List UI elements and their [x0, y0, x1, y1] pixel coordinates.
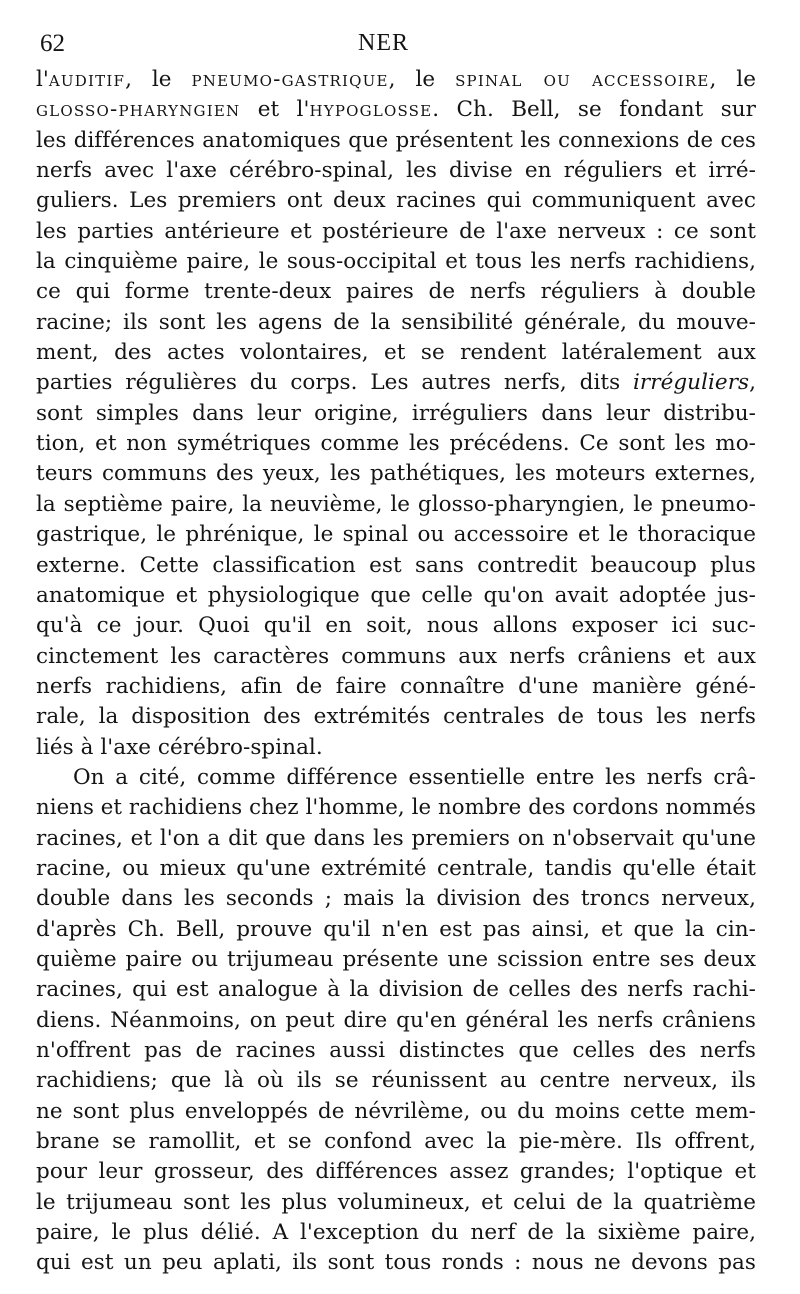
text-run: cinctement les caractères communs aux nerfs crâniens et aux [36, 643, 756, 669]
text-run: double dans les seconds ; mais la division des troncs nerveux, [36, 886, 756, 912]
text-run: racine; ils sont les agens de la sensibilité générale, du mouve- [36, 309, 756, 335]
text-run: rachidiens; que là où ils se réunissent au centre nerveux, ils [36, 1068, 756, 1094]
smallcaps-run: spinal ou accessoire [455, 67, 710, 92]
text-run: paire, le plus délié. A l'exception du nerf de la sixième paire, [36, 1220, 756, 1246]
text-run: , [749, 370, 756, 396]
running-head [0, 30, 800, 64]
text-run: racine, ou mieux qu'une extrémité centrale, tandis qu'elle était [36, 855, 756, 881]
text-line [36, 459, 756, 489]
text-run: gastrique, le phrénique, le spinal ou accessoire et le thoracique [36, 522, 756, 548]
text-line [36, 733, 756, 763]
text-run: la septième paire, la neuvième, le glosso-pharyngien, le pneumo- [36, 491, 756, 517]
text-line [36, 1066, 756, 1096]
smallcaps-run: auditif [48, 67, 126, 92]
text-run: les parties antérieure et postérieure de l'axe nerveux : ce sont [36, 218, 756, 244]
text-run: les différences anatomiques que présentent les connexions de ces [36, 127, 756, 153]
smallcaps-run: hypoglosse [309, 97, 433, 123]
text-line [36, 247, 756, 277]
text-line [36, 1127, 756, 1157]
body-text [36, 65, 756, 1279]
text-run: , le [388, 67, 456, 92]
text-run: guliers. Les premiers ont deux racines qui communiquent avec [36, 188, 756, 214]
text-line [36, 884, 756, 914]
text-run: ment, des actes volontaires, et se rendent latéralement aux [36, 340, 756, 366]
text-run: liés à l'axe cérébro-spinal. [36, 734, 323, 760]
text-line [36, 65, 756, 95]
text-run: , le [709, 67, 756, 92]
text-run: ne sont plus enveloppés de névrilème, ou du moins cette mem- [36, 1098, 756, 1124]
italic-run: irréguliers [633, 370, 750, 396]
text-line [36, 368, 756, 398]
text-run: ce qui forme trente-deux paires de nerfs réguliers à double [36, 279, 756, 305]
text-run: et l' [240, 97, 310, 123]
text-line [36, 126, 756, 156]
text-run: d'après Ch. Bell, prouve qu'il n'en est pas ainsi, et que la cin- [36, 916, 756, 942]
text-line [36, 1006, 756, 1036]
text-run: qu'à ce jour. Quoi qu'il en soit, nous allons exposer ici suc- [36, 613, 756, 639]
text-line [36, 217, 756, 247]
text-line [36, 642, 756, 672]
text-line [36, 1097, 756, 1127]
text-line [36, 854, 756, 884]
text-run: On a cité, comme différence essentielle entre les nerfs crâ- [73, 764, 756, 790]
text-run: brane se ramollit, et se confond avec la pie-mère. Ils offrent, [36, 1129, 756, 1155]
text-run: nerfs rachidiens, afin de faire connaître d'une manière géné- [36, 673, 756, 699]
text-run: diens. Néanmoins, on peut dire qu'en général les nerfs crâniens [36, 1007, 756, 1033]
text-line [36, 915, 756, 945]
text-line [36, 702, 756, 732]
text-line [36, 186, 756, 216]
text-run: le trijumeau sont les plus volumineux, et celui de la quatrième [36, 1189, 756, 1215]
text-run: . Ch. Bell, se fondant sur [432, 97, 756, 123]
text-run: niens et rachidiens chez l'homme, le nombre des cordons nommés [36, 795, 756, 821]
text-run: anatomique et physiologique que celle qu'on avait adoptée jus- [36, 582, 756, 608]
text-line [36, 277, 756, 307]
text-run: n'offrent pas de racines aussi distinctes que celles des nerfs [36, 1038, 756, 1063]
text-run: pour leur grosseur, des différences assez grandes; l'optique et [36, 1159, 756, 1185]
text-line [36, 1248, 756, 1278]
text-run: teurs communs des yeux, les pathétiques, les moteurs externes, [36, 461, 756, 487]
text-line [36, 429, 756, 459]
text-line [36, 399, 756, 429]
text-line [36, 611, 756, 641]
text-line [36, 95, 756, 125]
text-run: parties régulières du corps. Les autres nerfs, dits [36, 370, 633, 396]
smallcaps-run: pneumo-gastrique [191, 67, 389, 92]
text-line [36, 581, 756, 611]
text-run: quième paire ou trijumeau présente une scission entre ses deux [36, 946, 756, 972]
text-run: externe. Cette classification est sans contredit beaucoup plus [36, 552, 756, 578]
text-line [36, 520, 756, 550]
text-run: la cinquième paire, le sous-occipital et tous les nerfs rachidiens, [36, 249, 756, 275]
running-title: NER [358, 30, 409, 56]
text-line [36, 338, 756, 368]
text-run: qui est un peu aplati, ils sont tous ronds : nous ne devons pas [36, 1250, 756, 1276]
text-run: racines, qui est analogue à la division de celles des nerfs rachi- [36, 977, 756, 1003]
text-line [36, 1036, 756, 1066]
text-line [36, 672, 756, 702]
text-line [36, 1218, 756, 1248]
text-line [36, 490, 756, 520]
text-line [36, 1157, 756, 1187]
text-run: sont simples dans leur origine, irréguliers dans leur distribu- [36, 400, 756, 426]
text-line [36, 1188, 756, 1218]
text-run: , le [125, 67, 192, 92]
text-line [36, 156, 756, 186]
page-number: 62 [40, 30, 65, 57]
text-run: nerfs avec l'axe cérébro-spinal, les divise en réguliers et irré- [36, 158, 756, 184]
smallcaps-run: glosso-pharyngien [36, 97, 241, 123]
text-line [36, 824, 756, 854]
text-line [36, 945, 756, 975]
text-run: l' [36, 67, 49, 92]
text-run: tion, et non symétriques comme les précédens. Ce sont les mo- [36, 431, 756, 457]
text-line [36, 793, 756, 823]
text-run: rale, la disposition des extrémités centrales de tous les nerfs [36, 704, 756, 730]
text-line [36, 551, 756, 581]
text-line [36, 975, 756, 1005]
text-run: racines, et l'on a dit que dans les premiers on n'observait qu'une [36, 825, 756, 851]
text-line [36, 763, 756, 793]
text-line [36, 308, 756, 338]
